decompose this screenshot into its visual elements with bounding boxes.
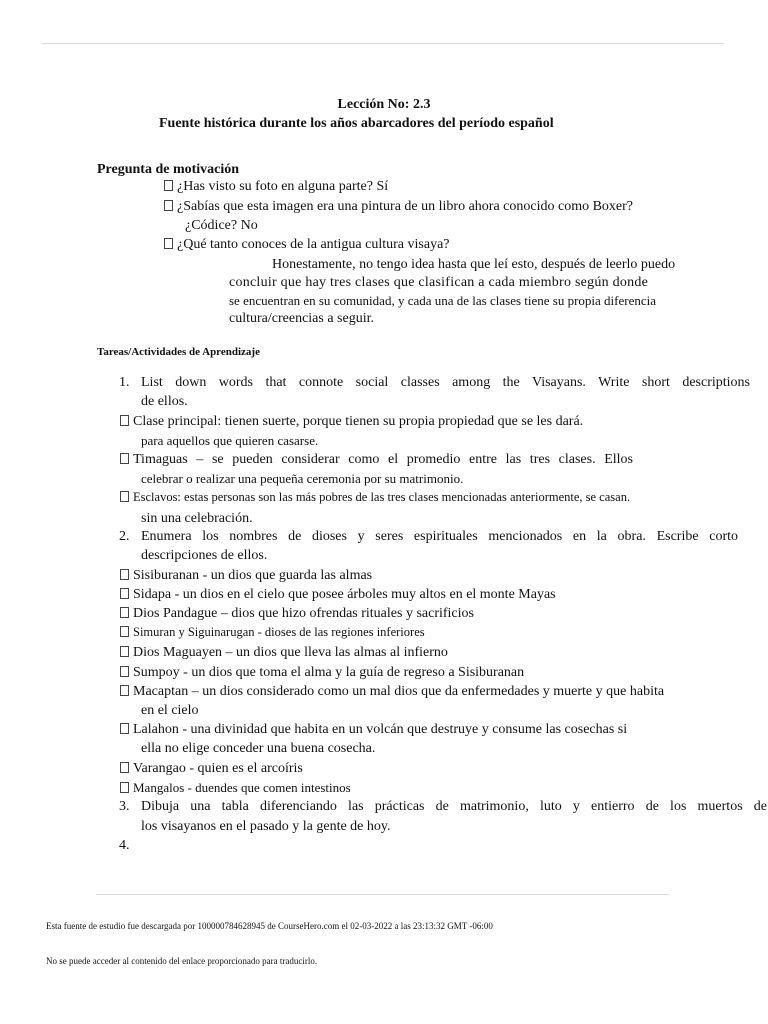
- motivation-heading: Pregunta de motivación: [97, 162, 240, 177]
- checkbox-icon: [120, 723, 129, 734]
- checkbox-icon: [120, 626, 129, 637]
- download-note: Esta fuente de estudio fue descargada por 100000784628945 de CourseHero.com el 02-03-2022 a las 23:13:32 GMT -06:00: [46, 921, 493, 931]
- checkbox-icon: [120, 491, 129, 502]
- class-text: Clase principal: tienen suerte, porque tienen su propia propiedad que se les dará.: [133, 414, 584, 429]
- god-item-cont: en el cielo: [141, 703, 199, 718]
- god-item: [120, 605, 474, 623]
- task-2-line-1: Enumera los nombres de dioses y seres espirituales mencionados en la obra. Escribe corto: [141, 529, 738, 544]
- god-text: Sumpoy - un dios que toma el alma y la guía de regreso a Sisiburanan: [133, 665, 525, 680]
- checkbox-icon: [120, 646, 129, 657]
- motivation-question-2-cont: ¿Códice? No: [185, 218, 258, 233]
- god-text: Varangao - quien es el arcoíris: [133, 761, 303, 776]
- god-text: Mangalos - duendes que comen intestinos: [133, 780, 351, 795]
- god-text: Sisiburanan - un dios que guarda las almas: [133, 568, 373, 583]
- god-text: Dios Maguayen – un dios que lleva las almas al infierno: [133, 645, 448, 660]
- god-item: [120, 683, 664, 701]
- motivation-answer-line: concluir que hay tres clases que clasifican a cada miembro según donde: [229, 275, 649, 290]
- checkbox-icon: [120, 762, 129, 773]
- checkbox-icon: [120, 782, 129, 793]
- checkbox-icon: [164, 200, 173, 211]
- task-3-line-2: los visayanos en el pasado y la gente de hoy.: [141, 819, 391, 834]
- footer-divider: [96, 894, 669, 895]
- god-item-cont: ella no elige conceder una buena cosecha.: [141, 741, 376, 756]
- class-item-cont: celebrar o realizar una pequeña ceremonia por su matrimonio.: [141, 471, 464, 486]
- motivation-question-3: [164, 236, 450, 254]
- class-text: Timaguas – se pueden considerar como el promedio entre las tres clases. Ellos: [133, 452, 633, 467]
- tasks-heading: Tareas/Actividades de Aprendizaje: [97, 346, 260, 358]
- god-item: [120, 586, 556, 604]
- motivation-question-1: [164, 178, 388, 196]
- task-1-number: 1.: [119, 375, 130, 390]
- god-item: [120, 779, 351, 796]
- checkbox-icon: [164, 238, 173, 249]
- task-1-line-2: de ellos.: [141, 394, 188, 409]
- god-item: [120, 624, 425, 640]
- task-3-line-1: Dibuja una tabla diferenciando las prácticas de matrimonio, luto y entierro de los muertos de: [141, 799, 767, 814]
- god-text: Lalahon - una divinidad que habita en un volcán que destruye y consume las cosechas si: [133, 722, 628, 737]
- class-item: [120, 489, 630, 505]
- lesson-title: Lección No: 2.3: [337, 97, 431, 112]
- checkbox-icon: [120, 607, 129, 618]
- motivation-answer-line: Honestamente, no tengo idea hasta que leí esto, después de leerlo puedo: [272, 257, 676, 272]
- task-4-number: 4.: [119, 838, 130, 853]
- god-item: [120, 760, 303, 778]
- checkbox-icon: [120, 569, 129, 580]
- task-2-number: 2.: [119, 529, 130, 544]
- task-3-number: 3.: [119, 799, 130, 814]
- question-text: ¿Qué tanto conoces de la antigua cultura visaya?: [177, 237, 450, 252]
- god-item: [120, 664, 524, 682]
- checkbox-icon: [120, 666, 129, 677]
- checkbox-icon: [120, 415, 129, 426]
- motivation-answer-line: se encuentran en su comunidad, y cada una de las clases tiene su propia diferencia: [229, 293, 657, 308]
- god-text: Dios Pandague – dios que hizo ofrendas rituales y sacrificios: [133, 606, 474, 621]
- class-text: Esclavos: estas personas son las más pobres de las tres clases mencionadas anteriormente, se casan.: [133, 490, 631, 504]
- god-item: [120, 721, 627, 739]
- god-item: [120, 567, 372, 585]
- checkbox-icon: [120, 588, 129, 599]
- checkbox-icon: [120, 453, 129, 464]
- checkbox-icon: [120, 685, 129, 696]
- lesson-subtitle: Fuente histórica durante los años abarcadores del período español: [159, 116, 554, 131]
- god-text: Macaptan – un dios considerado como un mal dios que da enfermedades y muerte y que habita: [133, 684, 665, 699]
- class-item: [120, 413, 583, 431]
- motivation-answer-line: cultura/creencias a seguir.: [229, 311, 374, 326]
- link-note: No se puede acceder al contenido del enlace proporcionado para traducirlo.: [46, 956, 318, 966]
- top-divider: [42, 43, 724, 44]
- class-item: [120, 451, 633, 469]
- class-item-cont: para aquellos que quieren casarse.: [141, 433, 319, 448]
- question-text: ¿Sabías que esta imagen era una pintura de un libro ahora conocido como Boxer?: [177, 199, 634, 214]
- god-text: Simuran y Siguinarugan - dioses de las regiones inferiores: [133, 625, 425, 639]
- task-1-line-1: List down words that connote social classes among the Visayans. Write short descriptions: [141, 375, 750, 390]
- god-text: Sidapa - un dios en el cielo que posee árboles muy altos en el monte Mayas: [133, 587, 556, 602]
- question-text: ¿Has visto su foto en alguna parte? Sí: [177, 179, 389, 194]
- motivation-question-2: [164, 198, 633, 216]
- class-item-cont: sin una celebración.: [141, 511, 253, 526]
- task-2-line-2: descripciones de ellos.: [141, 548, 268, 563]
- checkbox-icon: [164, 180, 173, 191]
- god-item: [120, 644, 448, 662]
